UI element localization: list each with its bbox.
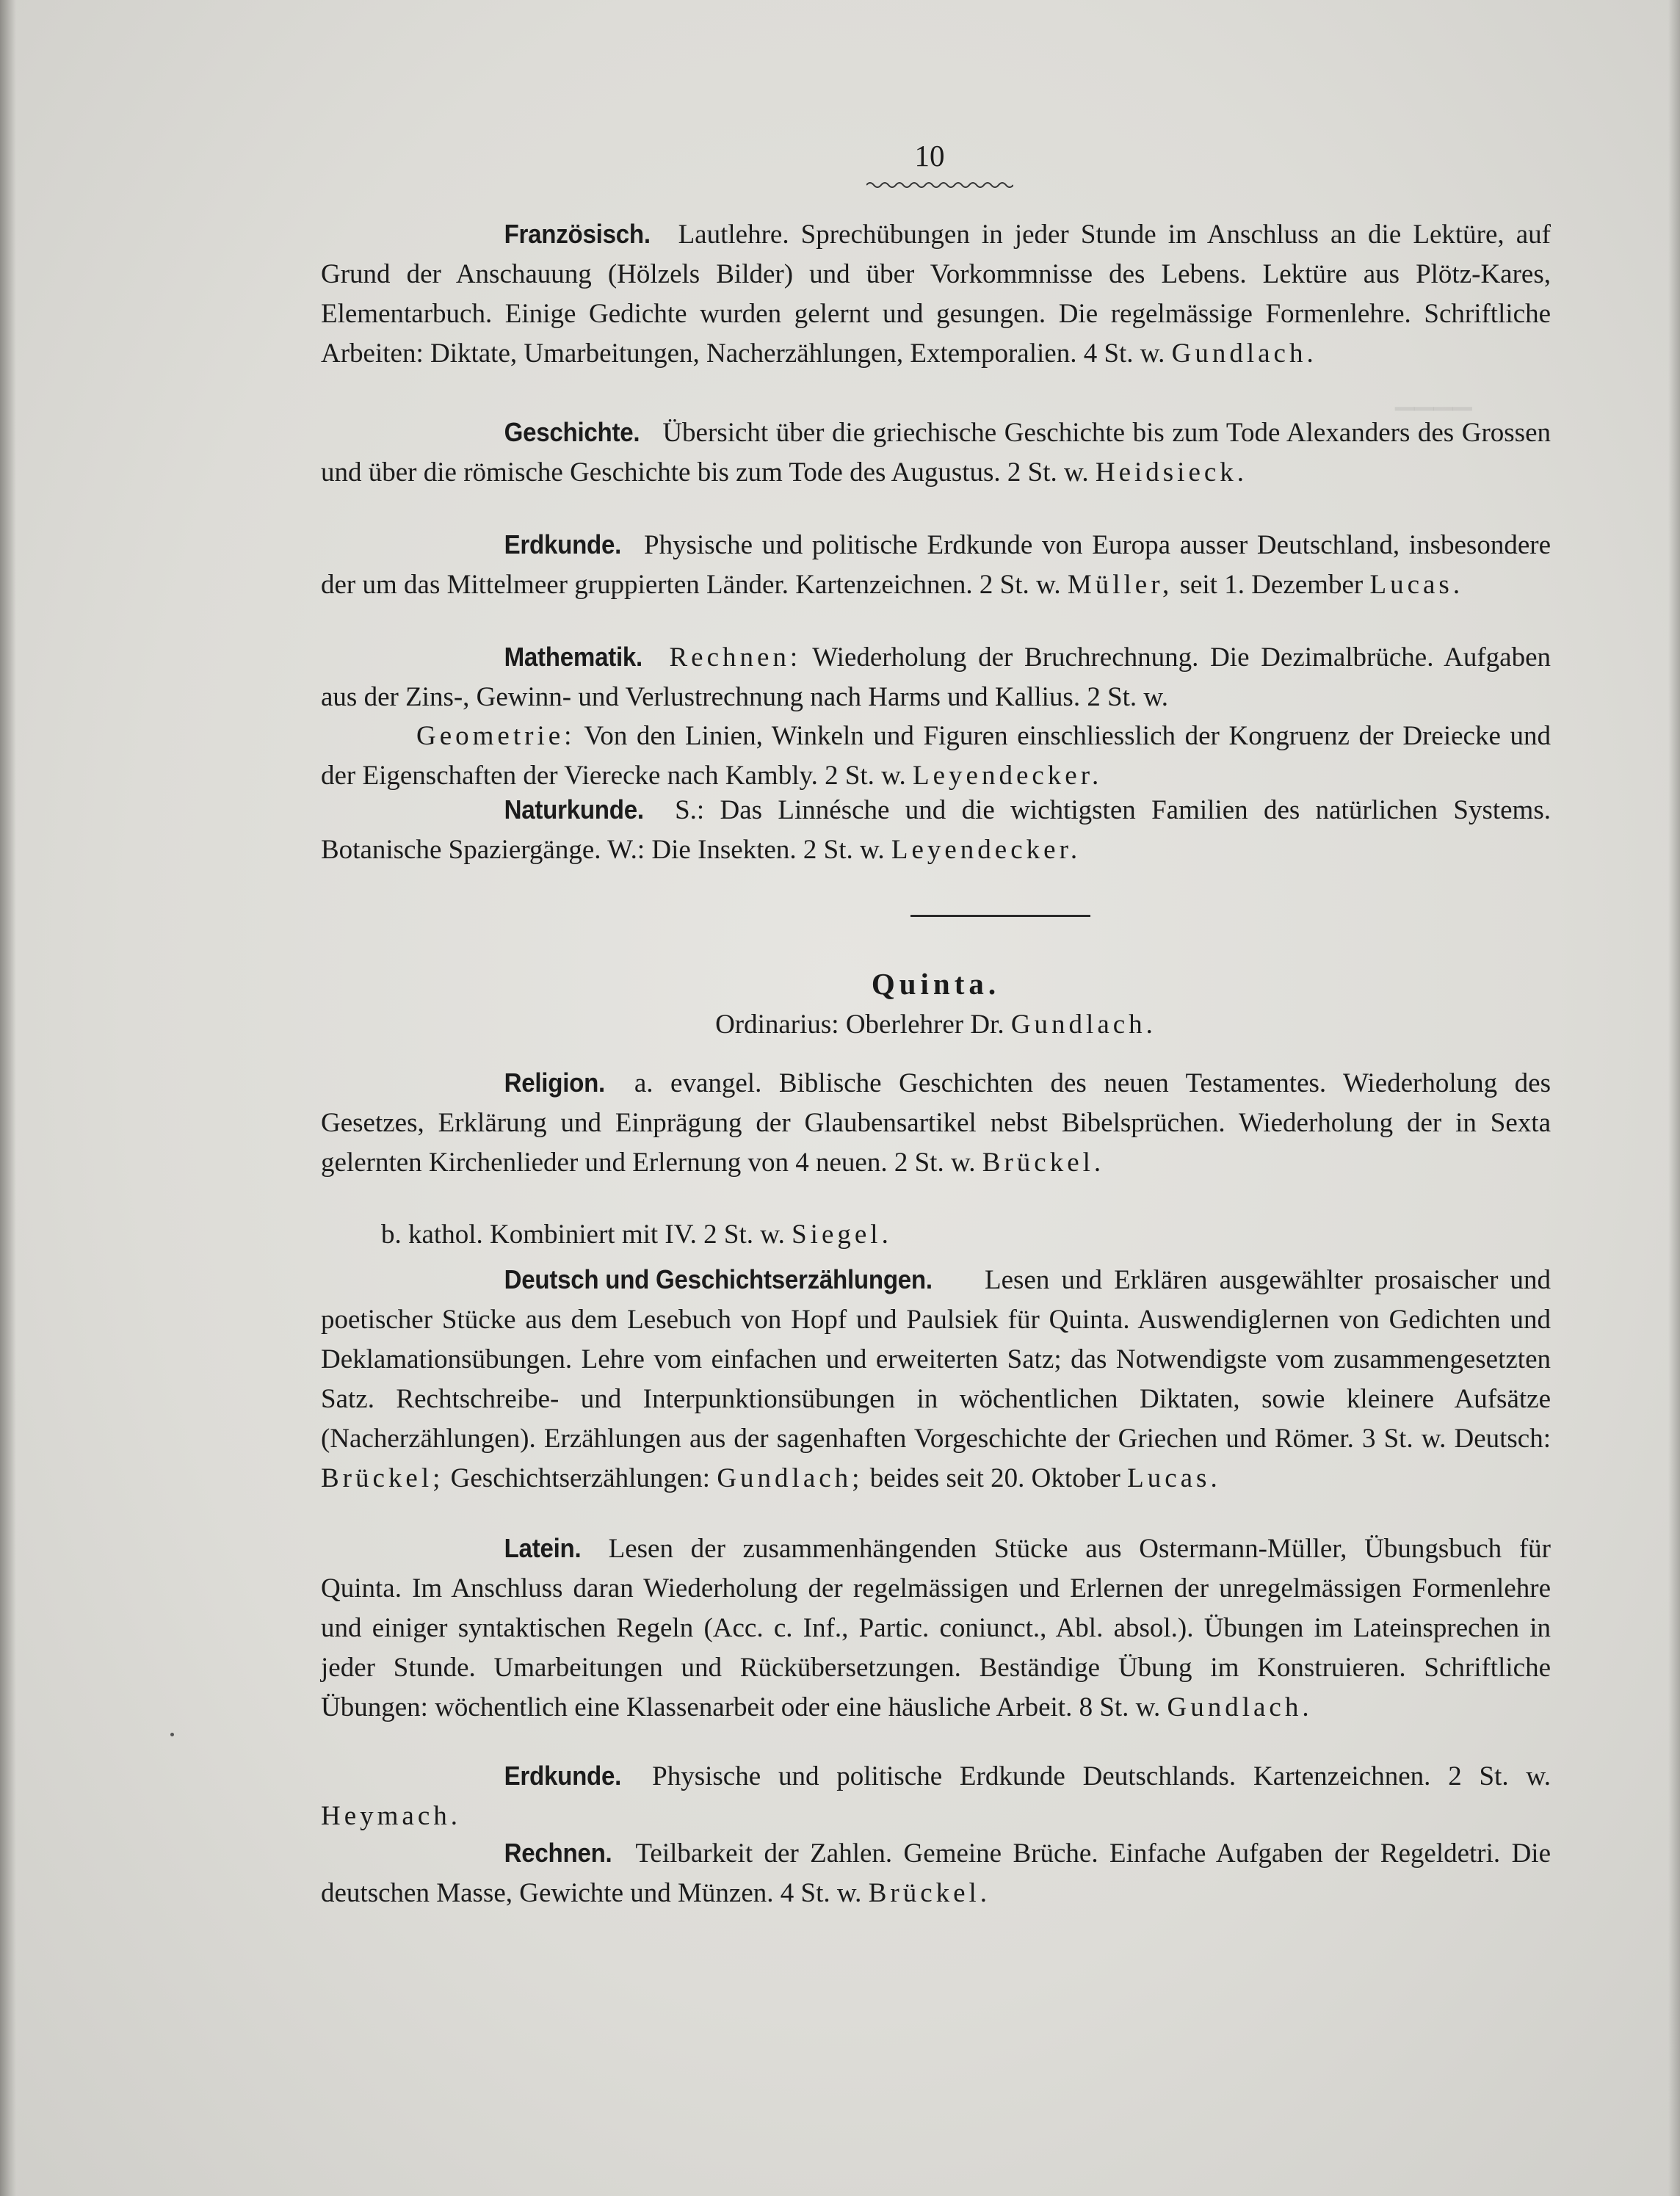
paragraph-geschichte: [321, 413, 1551, 493]
page-number-ornament: [866, 181, 1013, 189]
teacher-name: Heidsieck.: [1095, 457, 1248, 488]
subject-heading: Religion.: [504, 1068, 605, 1098]
subsubject-heading: Rechnen:: [669, 642, 802, 673]
paragraph-deutsch: [321, 1260, 1551, 1499]
speck-mark: [170, 1733, 174, 1736]
bleed-through: ▁▁▁▁: [1395, 383, 1472, 410]
paragraph-text: Übersicht über die griechische Geschichte bis zum Tode Alexanders des Grossen und über die römische Geschichte bis zum Tode des Augustus. 2 St. w.: [321, 418, 1551, 488]
subject-heading: Naturkunde.: [504, 794, 644, 825]
subject-heading: Französisch.: [504, 219, 651, 249]
teacher-name: Brückel.: [982, 1148, 1105, 1178]
paragraph-text: Von den Linien, Winkeln und Figuren einschliesslich der Kongruenz der Dreiecke und der Eigenschaften der Vierecke nach Kambly. 2 St. w.: [321, 721, 1551, 791]
subject-heading: Rechnen.: [504, 1838, 612, 1868]
teacher-name: Gundlach.: [1167, 1692, 1313, 1722]
subject-heading: Erdkunde.: [504, 1761, 622, 1791]
teacher-name: Gundlach.: [1171, 338, 1317, 369]
paragraph-mathematik: [321, 637, 1551, 717]
paragraph-erdkunde-quinta: [321, 1756, 1551, 1836]
paragraph-religion: [321, 1063, 1551, 1183]
ordinarius-name: Gundlach.: [1010, 1010, 1156, 1040]
paragraph-text: Lesen und Erklären ausgewählter prosaischer und poetischer Stücke aus dem Lesebuch von Hopf und Paulsiek für Quinta. Auswendiglernen von Gedichten und Deklamationsübungen. Lehre vom einfachen und erweiterten Satz; das Notwendigste vom zusammengesetzten Satz. Rechtschreibe- und Interpunktionsübungen in wöchentlichen Diktaten, sowie kleinere Aufsätze (Nacherzählungen). Erzählungen aus der sagenhaften Vorgeschichte der Griechen und Römer. 3 St. w. Deutsch:: [321, 1265, 1551, 1454]
teacher-name: Siegel.: [792, 1220, 892, 1250]
page-number: 10: [914, 139, 945, 173]
teacher-name: Heymach.: [321, 1801, 462, 1831]
paragraph-text-2: seit 1. Dezember: [1173, 570, 1370, 600]
paragraph-erdkunde: [321, 525, 1551, 605]
paragraph-latein: [321, 1529, 1551, 1728]
paragraph-text: Wiederholung der Bruchrechnung. Die Dezimalbrüche. Aufgaben aus der Zins-, Gewinn- und Verlustrechnung nach Harms und Kallius. 2 St. w.: [321, 642, 1551, 712]
section-divider: [910, 915, 1090, 917]
subject-heading: Geschichte.: [504, 417, 640, 447]
teacher-name-3: Lucas.: [1127, 1463, 1221, 1493]
paragraph-text: Teilbarkeit der Zahlen. Gemeine Brüche. Einfache Aufgaben der Regeldetri. Die deutschen Masse, Gewichte und Münzen. 4 St. w.: [321, 1838, 1551, 1908]
paragraph-text: S.: Das Linnésche und die wichtigsten Familien des natürlichen Systems. Botanische Spaziergänge. W.: Die Insekten. 2 St. w.: [321, 795, 1551, 865]
teacher-name: Leyendecker.: [913, 761, 1103, 791]
ordinarius-line: [321, 1009, 1551, 1040]
teacher-name: Brückel;: [321, 1463, 444, 1493]
paragraph-text: a. evangel. Biblische Geschichten des neuen Testamentes. Wiederholung des Gesetzes, Erklärung und Einprägung der Glaubensartikel nebst Bibelsprüchen. Wiederholung der in Sexta gelernten Kirchenlieder und Erlernung von 4 neuen. 2 St. w.: [321, 1068, 1551, 1178]
teacher-name: Leyendecker.: [891, 835, 1082, 865]
paragraph-rechnen: [321, 1833, 1551, 1913]
subject-heading: Latein.: [504, 1533, 582, 1563]
teacher-name-2: Lucas.: [1369, 570, 1464, 600]
paragraph-text-3: beides seit 20. Oktober: [863, 1463, 1128, 1493]
paragraph-religion-kathol: [321, 1215, 1551, 1255]
subject-heading: Mathematik.: [504, 642, 642, 672]
paragraph-text: Lautlehre. Sprechübungen in jeder Stunde im Anschluss an die Lektüre, auf Grund der Anschauung (Hölzels Bilder) und über Vorkommnisse des Lebens. Lektüre aus Plötz-Kares, Elementarbuch. Einige Gedichte wurden gelernt und gesungen. Die regelmässige Formenlehre. Schriftliche Arbeiten: Diktate, Umarbeitungen, Nacherzählungen, Extemporalien. 4 St. w.: [321, 220, 1551, 369]
class-heading: Quinta.: [871, 967, 1001, 1001]
paragraph-text: Physische und politische Erdkunde von Europa ausser Deutschland, insbesondere der um das Mittelmeer gruppierten Länder. Kartenzeichnen. 2 St. w.: [321, 530, 1551, 600]
teacher-name-2: Gundlach;: [717, 1463, 863, 1493]
teacher-name: Müller,: [1067, 570, 1173, 600]
paragraph-text: Physische und politische Erdkunde Deutschlands. Kartenzeichnen. 2 St. w.: [634, 1761, 1551, 1791]
paragraph-text: b. kathol. Kombiniert mit IV. 2 St. w.: [381, 1220, 792, 1250]
paragraph-text: Lesen der zusammenhängenden Stücke aus Ostermann-Müller, Übungsbuch für Quinta. Im Anschluss daran Wiederholung der regelmässigen und Erlernen der unregelmässigen Formenlehre und einiger syntaktischen Regeln (Acc. c. Inf., Partic. coniunct., Abl. absol.). Übungen im Lateinsprechen in jeder Stunde. Umarbeitungen und Rückübersetzungen. Beständige Übung im Konstruieren. Schriftliche Übungen: wöchentlich eine Klassenarbeit oder eine häusliche Arbeit. 8 St. w.: [321, 1534, 1551, 1722]
subject-heading: Erdkunde.: [504, 529, 622, 559]
paragraph-text-2: Geschichtserzählungen:: [443, 1463, 717, 1493]
ordinarius-label: Ordinarius: Oberlehrer Dr.: [715, 1010, 1011, 1040]
paragraph-naturkunde: [321, 790, 1551, 870]
paragraph-geometrie: [321, 717, 1551, 796]
subject-heading: Deutsch und Geschichtserzählungen.: [504, 1264, 933, 1294]
paragraph-franzoesisch: [321, 214, 1551, 374]
subsubject-heading: Geometrie:: [416, 721, 576, 751]
teacher-name: Brückel.: [868, 1878, 991, 1908]
